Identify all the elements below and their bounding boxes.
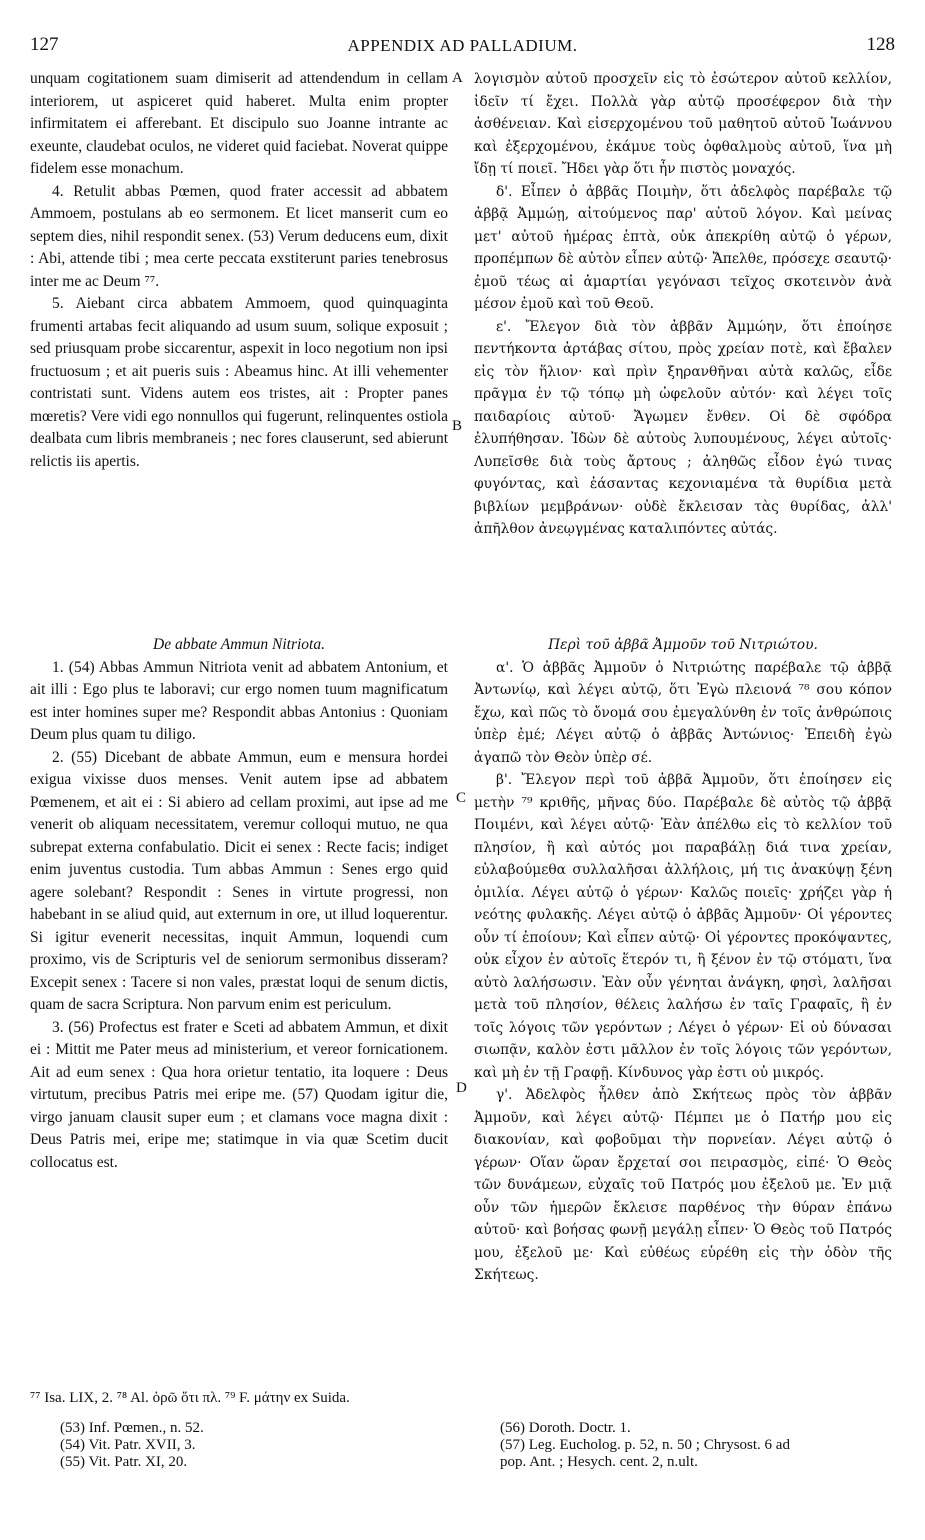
greek-paragraph: δ'. Εἶπεν ὁ ἀββᾶς Ποιμὴν, ὅτι ἀδελφὸς παρέβαλε τῷ ἀββᾷ Ἀμμώῃ, αἰτούμενος παρ' αὐτοῦ λόγον. Καὶ μείνας μετ' αὐτοῦ ἡμέρας ἑπτὰ, οὐκ ἀπεκρίθη αὐτῷ ὁ γέρων, προπέμπων δὲ αὐτὸν εἶπεν αὐτῷ· Ἄπελθε, πρόσεχε σεαυτῷ· ἐμοῦ τέως αἱ ἁμαρτίαι γεγόνασι τεῖχος σκοτεινὸν ἀνὰ μέσον ἐμοῦ καὶ τοῦ Θεοῦ. bbox=[474, 183, 892, 312]
margin-letter-d: D bbox=[456, 1080, 467, 1096]
latin-paragraph: 1. (54) Abbas Ammun Nitriota venit ad abbatem Antonium, et ait illi : Ego plus te laboravi; cur ergo nomen tuum magnificatum est inter homines super me? Respondit abbas Antonius : Quoniam Deum plus quam tu diligo. bbox=[30, 658, 448, 743]
greek-section-title: Περὶ τοῦ ἀββᾶ Ἀμμοῦν τοῦ Νιτριώτου. bbox=[548, 637, 818, 653]
greek-column-top bbox=[474, 68, 892, 541]
greek-paragraph: α'. Ὁ ἀββᾶς Ἀμμοῦν ὁ Νιτριώτης παρέβαλε τῷ ἀββᾷ Ἀντωνίῳ, καὶ λέγει αὐτῷ, ὅτι Ἐγὼ πλειονά ⁷⁸ σου κόπον ἔχω, καὶ πῶς τὸ ὄνομά σου ἐμεγαλύνθη ἐν τοῖς ἀνθρώποις ὑπὲρ ἐμέ; Λέγει αὐτῷ ὁ ἀββᾶς Ἀντώνιος· Ἐπειδὴ ἐγὼ ἀγαπῶ τὸν Θεὸν ὑπὲρ σέ. bbox=[474, 659, 892, 766]
latin-paragraph: 4. Retulit abbas Pœmen, quod frater accessit ad abbatem Ammoem, postulans ab eo sermonem. Et licet manserit cum eo septem dies, nihil respondit senex. (53) Verum deducens eum, dixit : Abi, attende tibi ; mea certe peccata exstiterunt paries tenebrosus inter me ac Deum ⁷⁷. bbox=[30, 182, 448, 290]
margin-letter-a: A bbox=[452, 70, 463, 86]
latin-column-top bbox=[30, 68, 448, 473]
source-line: (57) Leg. Eucholog. p. 52, n. 50 ; Chrysost. 6 ad bbox=[500, 1437, 790, 1453]
source-line: (55) Vit. Patr. XI, 20. bbox=[60, 1454, 188, 1470]
source-line: (56) Doroth. Doctr. 1. bbox=[500, 1420, 631, 1436]
greek-paragraph: λογισμὸν αὐτοῦ προσχεῖν εἰς τὸ ἐσώτερον αὐτοῦ κελλίον, ἰδεῖν τί ἔχει. Πολλὰ γὰρ αὐτῷ προσέφερον διὰ τὴν ἀσθένειαν. Καὶ εἰσερχομένου τοῦ μαθητοῦ αὐτοῦ Ἰωάννου καὶ ἐξερχομένου, ἐκάμυε τοὺς ὀφθαλμοὺς αὐτοῦ, ἵνα μὴ ἴδῃ τί ποιεῖ. Ἤδει γὰρ ὅτι ἦν πιστὸς μοναχός. bbox=[474, 71, 892, 177]
greek-column-bottom bbox=[474, 634, 892, 1287]
latin-paragraph: 5. Aiebant circa abbatem Ammoem, quod quinquaginta frumenti artabas fecit aliquando ad usum suum, solique exposuit ; sed priusquam probe siccarentur, aspexit in loco negotium non ipsi fructuosum ; et ait pueris suis : Abeamus hinc. At illi vehementer contristati sunt. Videns autem eos tristes, ait : Propter panes mœretis? Vere vidi ego nonnullos qui fugerunt, relinquentes ostiola dealbata cum libris membraneis ; nec fores clauserunt, sed abierunt relictis iis apertis. bbox=[30, 295, 448, 470]
running-title: APPENDIX AD PALLADIUM. bbox=[347, 36, 578, 55]
footnotes: ⁷⁷ Isa. LIX, 2. ⁷⁸ Al. ὁρῶ ὅτι πλ. ⁷⁹ F. μάτην ex Suida. bbox=[30, 1390, 350, 1406]
greek-paragraph: γ'. Ἀδελφὸς ἦλθεν ἀπὸ Σκήτεως πρὸς τὸν ἀββᾶν Ἀμμοῦν, καὶ λέγει αὐτῷ· Πέμπει με ὁ Πατήρ μου εἰς διακονίαν, καὶ φοβοῦμαι τὴν πορνείαν. Λέγει αὐτῷ ὁ γέρων· Οἵαν ὥραν ἔρχεταί σοι πειρασμὸς, εἰπέ· Ὁ Θεὸς τῶν δυνάμεων, εὐχαῖς τοῦ Πατρός μου ἐξελοῦ με. Ἐν μιᾷ οὖν τῶν ἡμερῶν ἔκλεισε παρθένος τὴν θύραν ἐπάνω αὐτοῦ· καὶ βοήσας φωνῇ μεγάλῃ εἶπεν· Ὁ Θεὸς τοῦ Πατρός μου, ἐξελοῦ με· Καὶ εὐθέως εὑρέθη εἰς τὴν ὁδὸν τῆς Σκήτεως. bbox=[474, 1087, 892, 1283]
source-references-right bbox=[500, 1420, 900, 1471]
margin-letter-b: B bbox=[452, 418, 463, 434]
greek-paragraph: ε'. Ἔλεγον διὰ τὸν ἀββᾶν Ἀμμώην, ὅτι ἐποίησε πεντήκοντα ἀρτάβας σίτου, πρὸς χρείαν ποτὲ, καὶ ἔβαλεν εἰς τὸν ἥλιον· καὶ πρὶν ξηρανθῆναι αὐτὰ καλῶς, εἶδε πρᾶγμα ἐν τῷ τόπῳ μὴ ὠφελοῦν αὐτόν· καὶ λέγει τοῖς παιδαρίοις αὐτοῦ· Ἄγωμεν ἔνθεν. Οἱ δὲ σφόδρα ἐλυπήθησαν. Ἰδὼν δὲ αὐτοὺς λυπουμένους, λέγει αὐτοῖς· Λυπεῖσθε διὰ τοὺς ἄρτους ; ἀληθῶς εἶδον ἐγώ τινας φυγόντας, καὶ ἐάσαντας κεχονιαμένα τὰ θυρίδια μετὰ βιβλίων μεμβράνων· οὐδὲ ἔκλεισαν τὰς θυρίδας, ἀλλ' ἀπῆλθον ἀνεῳγμένας καταλιπόντες αὐτάς. bbox=[474, 318, 892, 537]
latin-column-bottom bbox=[30, 634, 448, 1174]
source-references-left bbox=[60, 1420, 460, 1471]
page-number-left: 127 bbox=[30, 34, 59, 55]
source-line: (54) Vit. Patr. XVII, 3. bbox=[60, 1437, 196, 1453]
source-line: (53) Inf. Pœmen., n. 52. bbox=[60, 1420, 204, 1436]
source-line: pop. Ant. ; Hesych. cent. 2, n.ult. bbox=[500, 1454, 698, 1470]
margin-letter-c: C bbox=[456, 790, 467, 806]
latin-paragraph: unquam cogitationem suam dimiserit ad attendendum in cellam interiorem, ut aspiceret quid haberet. Multa enim propter infirmitatem ei afferebant. Et discipulo suo Joanne intrante ac exeunte, claudebat oculos, ne videret quid faciebat. Noverat quippe fidelem esse monachum. bbox=[30, 70, 448, 177]
latin-section-title: De abbate Ammun Nitriota. bbox=[153, 636, 325, 653]
page-number-right: 128 bbox=[866, 34, 895, 55]
latin-paragraph: 2. (55) Dicebant de abbate Ammun, eum e mensura hordei exigua vixisse duos menses. Venit autem ipse ad abbatem Pœmenem, et ait ei : Si abiero ad cellam proximi, aut ipse ad me venerit ob aliquam necessitatem, veremur colloqui mutuo, ne qua subrepat externa confabulatio. Dicit ei senex : Recte facis; indiget enim juventus custodia. Tum abbas Ammun : Senes ergo quid agere solebant? Respondit : Senes in virtute progressi, non habebant in se aliud quid, aut externum in ore, ut illud loquerentur. Si igitur evenerit necessitas, inquit Ammun, loquendi cum proximo, vis de Scripturis vel de seniorum sermonibus disseram? Excepit senex : Tacere si non vales, præstat loqui de senum dictis, quam de sacra Scriptura. Non parvum enim est periculum. bbox=[30, 748, 448, 1013]
greek-paragraph: β'. Ἔλεγον περὶ τοῦ ἀββᾶ Ἀμμοῦν, ὅτι ἐποίησεν εἰς μετὴν ⁷⁹ κριθῆς, μῆνας δύο. Παρέβαλε δὲ αὐτὸς τῷ ἀββᾷ Ποιμένι, καὶ λέγει αὐτῷ· Ἐὰν ἀπέλθω εἰς τὸ κελλίον τοῦ πλησίον, ἢ καὶ αὐτός μοι παραβάλῃ διά τινα χρείαν, εὐλαβούμεθα συλλαλῆσαι ἀλλήλοις, μή τις ἀνακύψῃ ξένη ὁμιλία. Λέγει αὐτῷ ὁ γέρων· Καλῶς ποιεῖς· χρήζει γὰρ ἡ νεότης φυλακῆς. Λέγει αὐτῷ ὁ ἀββᾶς Ἀμμοῦν· Οἱ γέροντες οὖν τί ἐποίουν; Καὶ εἶπεν αὐτῷ· Οἱ γέροντες προκόψαντες, οὐκ εἶχον ἐν αὐτοῖς ἕτερόν τι, ἢ ξένον ἐν τῷ στόματι, ἵνα αὐτὸ λαλήσωσιν. Ἐὰν οὖν γένηται ἀνάγκη, φησὶ, λαλῆσαι μετὰ τοῦ πλησίον, θέλεις λαλήσω ἐν ταῖς Γραφαῖς, ἢ ἐν τοῖς λόγοις τῶν γερόντων ; Λέγει ὁ γέρων· Εἰ οὐ δύνασαι σιωπᾷν, καλὸν ἐστι μᾶλλον ἐν τοῖς λόγοις τῶν γερόντων, καὶ μὴ ἐν τῇ Γραφῇ. Κίνδυνος γὰρ ἐστι οὐ μικρός. bbox=[474, 772, 892, 1081]
page-header bbox=[30, 34, 895, 60]
latin-paragraph: 3. (56) Profectus est frater e Sceti ad abbatem Ammun, et dixit ei : Mittit me Pater meus ad ministerium, et vereor fornicationem. Ait ad eum senex : Qua hora orietur tentatio, ita loquere : Deus virtutum, precibus Patris mei eripe me. (57) Quodam igitur die, virgo januam clausit super eum ; et clamans voce magna dixit : Deus Patris mei, eripe me; statimque in via quæ Scetim ducit collocatus est. bbox=[30, 1018, 448, 1171]
